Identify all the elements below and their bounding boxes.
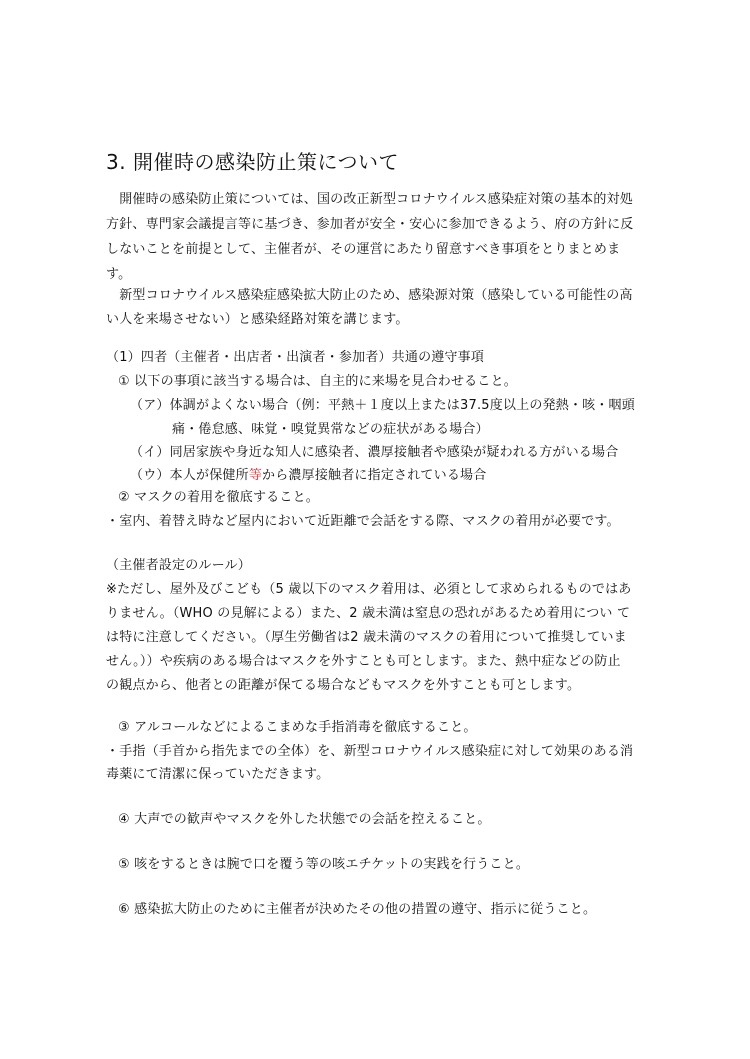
organizer-rules-line-2: りません。（WHO の見解による）また、2 歳未満は窒息の恐れがあるため着用につい て — [106, 606, 631, 621]
rule-item-3-note-1: ・手指（手首から指先までの全体）を、新型コロナウイルス感染症に対して効果のある消 — [106, 744, 634, 759]
organizer-rules-line-4: せん。））や疾病のある場合はマスクを外すことも可とします。また、熱中症などの防止 — [106, 654, 621, 669]
intro-line-2: 方針、専門家会議提言等に基づき、参加者が安全・安心に参加できるよう、府の方針に反 — [106, 217, 634, 232]
organizer-rules-line-3: は特に注意してください。（厚生労働省は2 歳未満のマスクの着用について推奨していま — [106, 630, 627, 645]
rule-item-3-note-2: 毒薬にて清潔に保っていただきます。 — [106, 767, 330, 782]
rule-item-3: ③ アルコールなどによるこまめな手指消毒を徹底すること。 — [118, 720, 477, 735]
rule-item-2-note: ・室内、着替え時など屋内において近距離で会話をする際、マスクの着用が必要です。 — [106, 514, 620, 529]
organizer-rules-line-1: ※ただし、屋外及びこども（5 歳以下のマスク着用は、必須として求められるものではあ — [106, 582, 632, 597]
intro-line-4: す。 — [106, 267, 132, 282]
rule-item-1: ① 以下の事項に該当する場合は、自主的に来場を見合わせること。 — [118, 374, 517, 389]
rule-item-6: ⑥ 感染拡大防止のために主催者が決めたその他の措置の遵守、指示に従うこと。 — [118, 902, 597, 917]
intro-line-6: い人を来場させない）と感染経路対策を講じます。 — [106, 312, 409, 327]
rule-item-4: ④ 大声での歓声やマスクを外した状態での会話を控えること。 — [118, 812, 491, 827]
rule-item-1-c-part2: から濃厚接触者に指定されている場合 — [262, 468, 487, 483]
section-title: 3. 開催時の感染防止策について — [106, 150, 400, 174]
rule-item-1-a: （ア）体調がよくない場合（例：平熱＋１度以上または37.5度以上の発熱・咳・咽頭 — [130, 398, 635, 413]
organizer-rules-line-5: の観点から、他者との距離が保てる場合などもマスクを外すことも可とします。 — [106, 678, 581, 693]
rule-item-1-c-highlight: 等 — [248, 468, 263, 483]
rule-item-1-b: （イ）同居家族や身近な知人に感染者、濃厚接触者や感染が疑われる方がいる場合 — [130, 445, 619, 460]
intro-line-5: 新型コロナウイルス感染症感染拡大防止のため、感染源対策（感染している可能性の高 — [106, 288, 633, 303]
common-rules-heading: （1）四者（主催者・出店者・出演者・参加者）共通の遵守事項 — [106, 350, 485, 365]
rule-item-1-a-cont: 痛・倦怠感、味覚・嗅覚異常などの症状がある場合） — [172, 422, 489, 437]
rule-item-1-c-part1: （ウ）本人が保健所 — [130, 468, 249, 483]
rule-item-2: ② マスクの着用を徹底すること。 — [118, 490, 319, 505]
rule-item-5: ⑤ 咳をするときは腕で口を覆う等の咳エチケットの実践を行うこと。 — [118, 857, 530, 872]
rule-item-1-c — [130, 466, 486, 486]
organizer-rules-heading: （主催者設定のルール） — [106, 558, 251, 573]
intro-line-1: 開催時の感染防止策については、国の改正新型コロナウイルス感染症対策の基本的対処 — [106, 192, 633, 207]
intro-line-3: しないことを前提として、主催者が、その運営にあたり留意すべき事項をとりまとめま — [106, 242, 621, 257]
